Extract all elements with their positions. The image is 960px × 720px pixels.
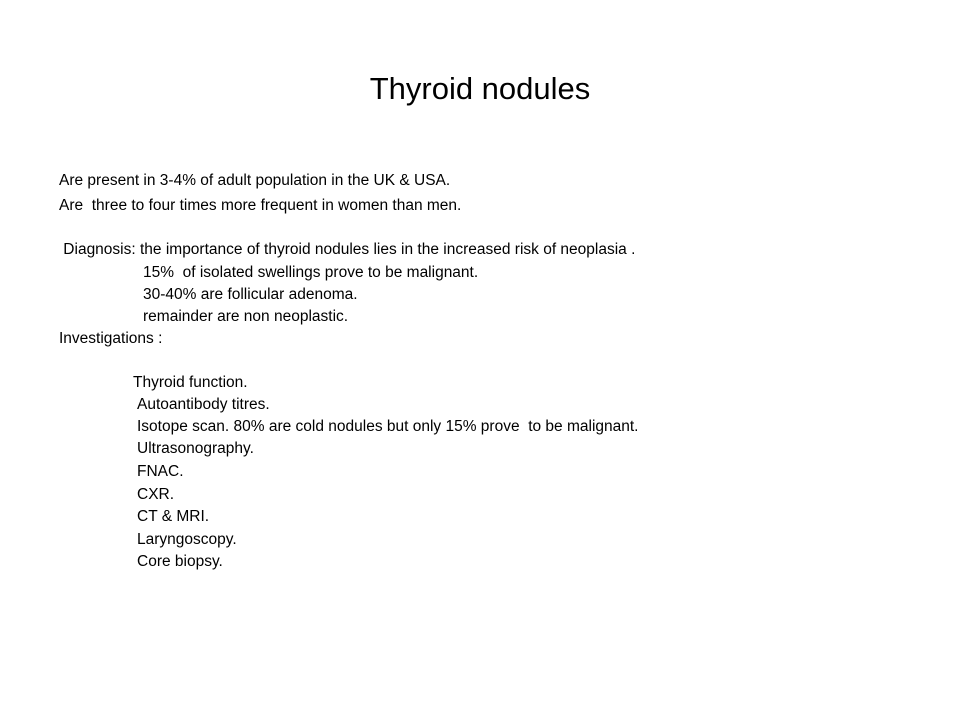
investigation-item: FNAC. (137, 463, 184, 480)
intro-line-prevalence: Are present in 3-4% of adult population in the UK & USA. (59, 172, 451, 189)
intro-line-sex-ratio: Are three to four times more frequent in women than men. (59, 197, 462, 214)
investigation-item: CXR. (137, 486, 175, 503)
diagnosis-point: remainder are non neoplastic. (143, 308, 349, 325)
investigations-heading: Investigations : (59, 330, 163, 347)
investigation-item: Core biopsy. (137, 553, 223, 570)
diagnosis-point: 15% of isolated swellings prove to be malignant. (143, 264, 479, 281)
investigation-item: CT & MRI. (137, 508, 210, 525)
investigation-item: Autoantibody titres. (137, 396, 270, 413)
investigation-item: Isotope scan. 80% are cold nodules but only 15% prove to be malignant. (137, 418, 639, 435)
investigation-item: Ultrasonography. (137, 440, 254, 457)
diagnosis-heading: Diagnosis: the importance of thyroid nodules lies in the increased risk of neoplasia . (59, 241, 636, 258)
investigation-item: Thyroid function. (133, 374, 248, 391)
investigation-item: Laryngoscopy. (137, 531, 237, 548)
diagnosis-point: 30-40% are follicular adenoma. (143, 286, 358, 303)
slide-title: Thyroid nodules (369, 71, 591, 106)
